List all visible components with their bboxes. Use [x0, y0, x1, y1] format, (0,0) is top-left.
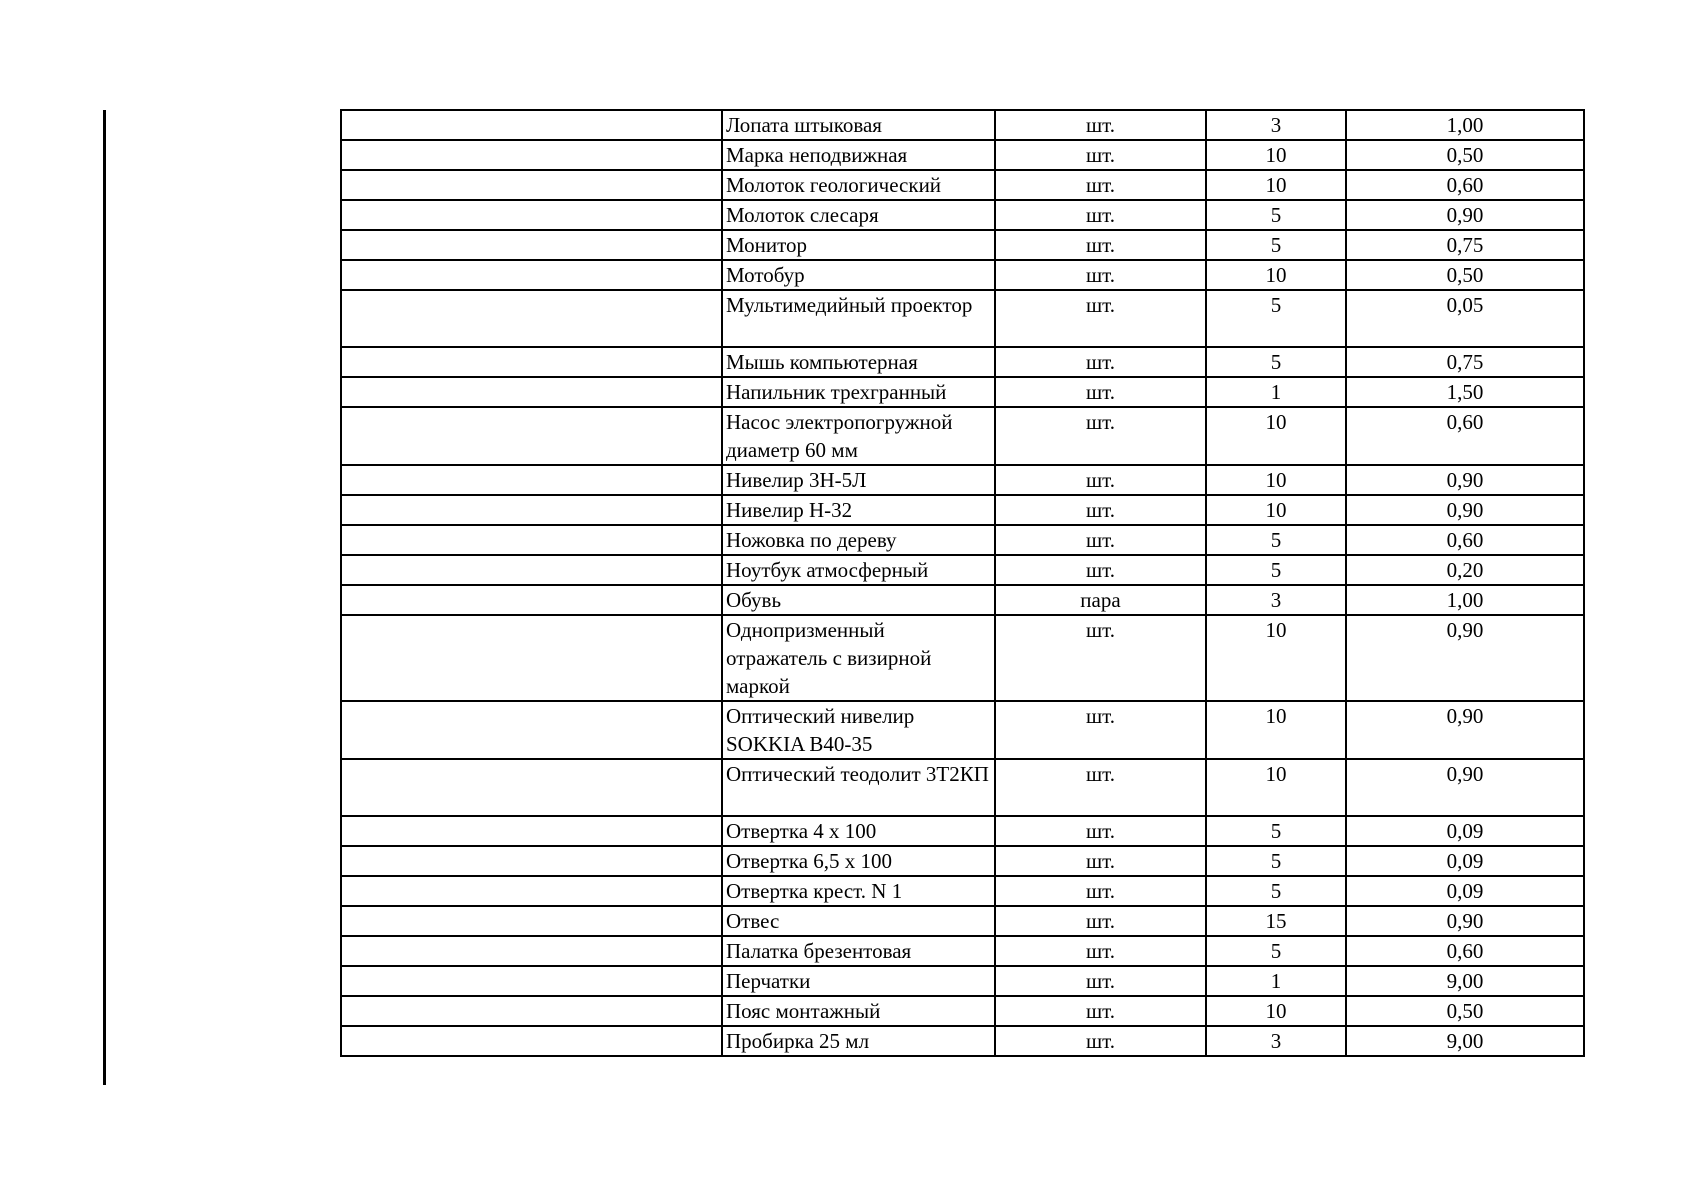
item-name-cell: Монитор [722, 230, 995, 260]
item-name-cell: Нивелир Н-32 [722, 495, 995, 525]
value-cell: 0,60 [1346, 936, 1584, 966]
unit-cell: шт. [995, 347, 1206, 377]
value-cell: 0,60 [1346, 407, 1584, 465]
table-row [341, 996, 1584, 1026]
value-cell: 0,90 [1346, 906, 1584, 936]
value-cell: 0,09 [1346, 816, 1584, 846]
item-name-cell: Палатка брезентовая [722, 936, 995, 966]
blank-cell [341, 701, 722, 759]
item-name-cell: Мультимедийный проектор [722, 290, 995, 347]
blank-cell [341, 585, 722, 615]
value-cell: 0,05 [1346, 290, 1584, 347]
item-name-cell: Отвертка 4 x 100 [722, 816, 995, 846]
value-cell: 9,00 [1346, 1026, 1584, 1056]
unit-cell: шт. [995, 465, 1206, 495]
blank-cell [341, 996, 722, 1026]
blank-cell [341, 465, 722, 495]
table-row [341, 615, 1584, 701]
unit-cell: шт. [995, 290, 1206, 347]
table-row [341, 816, 1584, 846]
item-name-cell: Отвертка крест. N 1 [722, 876, 995, 906]
value-cell: 0,90 [1346, 465, 1584, 495]
quantity-cell: 5 [1206, 876, 1346, 906]
unit-cell: шт. [995, 555, 1206, 585]
unit-cell: шт. [995, 816, 1206, 846]
value-cell: 0,90 [1346, 495, 1584, 525]
value-cell: 0,09 [1346, 846, 1584, 876]
unit-cell: шт. [995, 110, 1206, 140]
quantity-cell: 10 [1206, 759, 1346, 816]
table-row [341, 966, 1584, 996]
item-name-cell: Лопата штыковая [722, 110, 995, 140]
value-cell: 0,75 [1346, 230, 1584, 260]
unit-cell: шт. [995, 759, 1206, 816]
unit-cell: шт. [995, 170, 1206, 200]
table-row [341, 110, 1584, 140]
unit-cell: пара [995, 585, 1206, 615]
unit-cell: шт. [995, 495, 1206, 525]
value-cell: 1,00 [1346, 585, 1584, 615]
quantity-cell: 10 [1206, 465, 1346, 495]
quantity-cell: 10 [1206, 996, 1346, 1026]
unit-cell: шт. [995, 936, 1206, 966]
quantity-cell: 5 [1206, 816, 1346, 846]
value-cell: 0,60 [1346, 170, 1584, 200]
page-margin-rule [103, 110, 106, 1085]
blank-cell [341, 170, 722, 200]
table-row [341, 876, 1584, 906]
table-row [341, 170, 1584, 200]
value-cell: 0,20 [1346, 555, 1584, 585]
inventory-table-body [341, 110, 1584, 1056]
table-row [341, 377, 1584, 407]
quantity-cell: 5 [1206, 525, 1346, 555]
item-name-cell: Нивелир 3Н-5Л [722, 465, 995, 495]
quantity-cell: 1 [1206, 966, 1346, 996]
blank-cell [341, 495, 722, 525]
blank-cell [341, 846, 722, 876]
unit-cell: шт. [995, 615, 1206, 701]
quantity-cell: 5 [1206, 347, 1346, 377]
unit-cell: шт. [995, 407, 1206, 465]
item-name-cell: Перчатки [722, 966, 995, 996]
blank-cell [341, 140, 722, 170]
blank-cell [341, 525, 722, 555]
quantity-cell: 3 [1206, 110, 1346, 140]
quantity-cell: 1 [1206, 377, 1346, 407]
unit-cell: шт. [995, 1026, 1206, 1056]
value-cell: 0,50 [1346, 996, 1584, 1026]
unit-cell: шт. [995, 996, 1206, 1026]
table-row [341, 230, 1584, 260]
quantity-cell: 5 [1206, 936, 1346, 966]
table-row [341, 290, 1584, 347]
quantity-cell: 5 [1206, 555, 1346, 585]
value-cell: 0,50 [1346, 140, 1584, 170]
item-name-cell: Молоток слесаря [722, 200, 995, 230]
quantity-cell: 3 [1206, 585, 1346, 615]
item-name-cell: Мышь компьютерная [722, 347, 995, 377]
table-row [341, 846, 1584, 876]
unit-cell: шт. [995, 525, 1206, 555]
table-row [341, 936, 1584, 966]
quantity-cell: 10 [1206, 170, 1346, 200]
quantity-cell: 15 [1206, 906, 1346, 936]
quantity-cell: 10 [1206, 495, 1346, 525]
blank-cell [341, 906, 722, 936]
value-cell: 0,90 [1346, 759, 1584, 816]
blank-cell [341, 759, 722, 816]
unit-cell: шт. [995, 230, 1206, 260]
blank-cell [341, 347, 722, 377]
value-cell: 0,09 [1346, 876, 1584, 906]
quantity-cell: 5 [1206, 230, 1346, 260]
item-name-cell: Отвертка 6,5 x 100 [722, 846, 995, 876]
quantity-cell: 5 [1206, 290, 1346, 347]
unit-cell: шт. [995, 260, 1206, 290]
table-row [341, 906, 1584, 936]
item-name-cell: Ножовка по дереву [722, 525, 995, 555]
blank-cell [341, 260, 722, 290]
table-row [341, 701, 1584, 759]
value-cell: 0,90 [1346, 701, 1584, 759]
table-row [341, 407, 1584, 465]
item-name-cell: Мотобур [722, 260, 995, 290]
inventory-table [340, 109, 1585, 1057]
value-cell: 1,00 [1346, 110, 1584, 140]
quantity-cell: 10 [1206, 615, 1346, 701]
quantity-cell: 10 [1206, 260, 1346, 290]
blank-cell [341, 555, 722, 585]
blank-cell [341, 615, 722, 701]
table-row [341, 465, 1584, 495]
unit-cell: шт. [995, 876, 1206, 906]
quantity-cell: 10 [1206, 407, 1346, 465]
blank-cell [341, 200, 722, 230]
item-name-cell: Молоток геологический [722, 170, 995, 200]
value-cell: 9,00 [1346, 966, 1584, 996]
blank-cell [341, 407, 722, 465]
value-cell: 0,75 [1346, 347, 1584, 377]
blank-cell [341, 1026, 722, 1056]
unit-cell: шт. [995, 200, 1206, 230]
item-name-cell: Обувь [722, 585, 995, 615]
table-row [341, 140, 1584, 170]
value-cell: 0,90 [1346, 200, 1584, 230]
item-name-cell: Оптический нивелир SOKKIA B40-35 [722, 701, 995, 759]
unit-cell: шт. [995, 846, 1206, 876]
quantity-cell: 5 [1206, 846, 1346, 876]
quantity-cell: 5 [1206, 200, 1346, 230]
blank-cell [341, 876, 722, 906]
unit-cell: шт. [995, 701, 1206, 759]
blank-cell [341, 230, 722, 260]
table-row [341, 555, 1584, 585]
table-row [341, 200, 1584, 230]
blank-cell [341, 816, 722, 846]
blank-cell [341, 290, 722, 347]
table-row [341, 525, 1584, 555]
unit-cell: шт. [995, 140, 1206, 170]
item-name-cell: Однопризменный отражатель с визирной маркой [722, 615, 995, 701]
unit-cell: шт. [995, 377, 1206, 407]
blank-cell [341, 377, 722, 407]
quantity-cell: 10 [1206, 140, 1346, 170]
item-name-cell: Напильник трехгранный [722, 377, 995, 407]
table-row [341, 585, 1584, 615]
quantity-cell: 3 [1206, 1026, 1346, 1056]
item-name-cell: Пояс монтажный [722, 996, 995, 1026]
item-name-cell: Оптический теодолит 3Т2КП [722, 759, 995, 816]
value-cell: 0,50 [1346, 260, 1584, 290]
value-cell: 1,50 [1346, 377, 1584, 407]
item-name-cell: Ноутбук атмосферный [722, 555, 995, 585]
item-name-cell: Пробирка 25 мл [722, 1026, 995, 1056]
item-name-cell: Отвес [722, 906, 995, 936]
value-cell: 0,90 [1346, 615, 1584, 701]
table-row [341, 759, 1584, 816]
blank-cell [341, 936, 722, 966]
blank-cell [341, 966, 722, 996]
table-row [341, 1026, 1584, 1056]
quantity-cell: 10 [1206, 701, 1346, 759]
blank-cell [341, 110, 722, 140]
item-name-cell: Марка неподвижная [722, 140, 995, 170]
value-cell: 0,60 [1346, 525, 1584, 555]
table-row [341, 495, 1584, 525]
unit-cell: шт. [995, 906, 1206, 936]
table-row [341, 347, 1584, 377]
table-row [341, 260, 1584, 290]
unit-cell: шт. [995, 966, 1206, 996]
item-name-cell: Насос электропогружной диаметр 60 мм [722, 407, 995, 465]
